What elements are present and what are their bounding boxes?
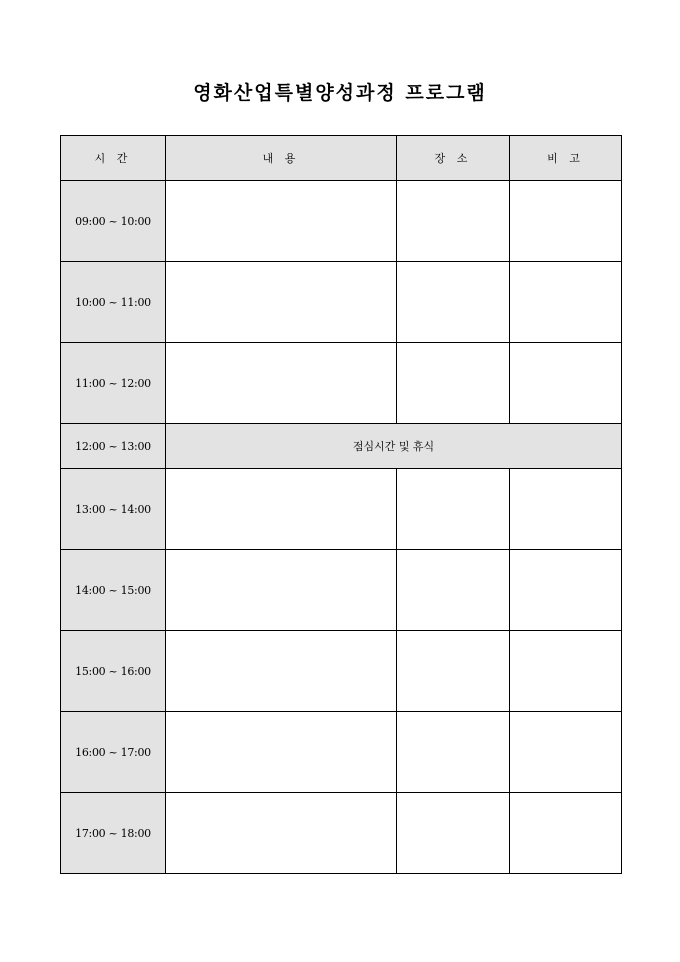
content-cell[interactable] — [166, 469, 397, 550]
place-cell[interactable] — [397, 262, 510, 343]
table-row — [61, 712, 622, 793]
content-cell[interactable] — [166, 793, 397, 874]
content-cell[interactable] — [166, 262, 397, 343]
table-row — [61, 343, 622, 424]
content-cell[interactable] — [166, 550, 397, 631]
note-cell[interactable] — [510, 469, 622, 550]
time-cell: 16:00 ~ 17:00 — [61, 712, 166, 793]
page-title: 영화산업특별양성과정 프로그램 — [193, 82, 487, 104]
header-time: 시 간 — [61, 136, 166, 181]
table-row — [61, 469, 622, 550]
note-cell[interactable] — [510, 262, 622, 343]
place-cell[interactable] — [397, 550, 510, 631]
place-cell[interactable] — [397, 712, 510, 793]
note-cell[interactable] — [510, 631, 622, 712]
table-row — [61, 631, 622, 712]
lunch-row — [61, 424, 622, 469]
note-cell[interactable] — [510, 181, 622, 262]
place-cell[interactable] — [397, 631, 510, 712]
lunch-label: 점심시간 및 휴식 — [166, 424, 622, 469]
content-cell[interactable] — [166, 181, 397, 262]
header-note: 비 고 — [510, 136, 622, 181]
time-cell: 09:00 ~ 10:00 — [61, 181, 166, 262]
time-cell: 13:00 ~ 14:00 — [61, 469, 166, 550]
content-cell[interactable] — [166, 631, 397, 712]
place-cell[interactable] — [397, 793, 510, 874]
time-cell: 10:00 ~ 11:00 — [61, 262, 166, 343]
header-place: 장 소 — [397, 136, 510, 181]
time-cell: 11:00 ~ 12:00 — [61, 343, 166, 424]
time-cell: 12:00 ~ 13:00 — [61, 424, 166, 469]
table-row — [61, 262, 622, 343]
content-cell[interactable] — [166, 712, 397, 793]
time-cell: 14:00 ~ 15:00 — [61, 550, 166, 631]
note-cell[interactable] — [510, 343, 622, 424]
header-content: 내 용 — [166, 136, 397, 181]
header-row — [61, 136, 622, 181]
table-row — [61, 550, 622, 631]
content-cell[interactable] — [166, 343, 397, 424]
time-cell: 15:00 ~ 16:00 — [61, 631, 166, 712]
note-cell[interactable] — [510, 712, 622, 793]
place-cell[interactable] — [397, 469, 510, 550]
place-cell[interactable] — [397, 343, 510, 424]
place-cell[interactable] — [397, 181, 510, 262]
table-row — [61, 181, 622, 262]
program-table — [60, 135, 622, 874]
note-cell[interactable] — [510, 550, 622, 631]
table-row — [61, 793, 622, 874]
time-cell: 17:00 ~ 18:00 — [61, 793, 166, 874]
note-cell[interactable] — [510, 793, 622, 874]
